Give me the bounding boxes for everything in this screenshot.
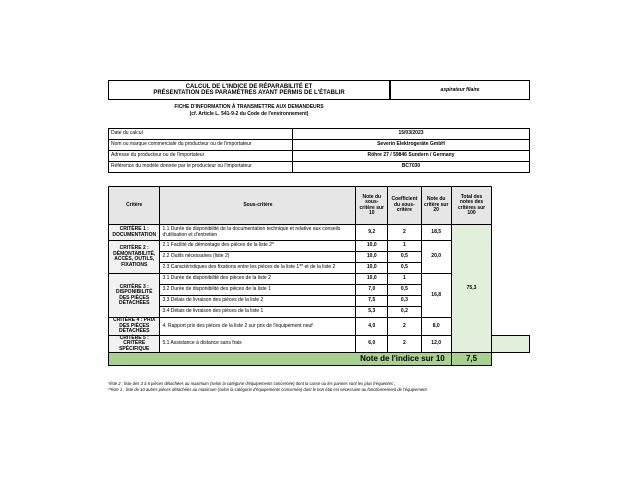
- final-label: Note de l'indice sur 10: [109, 353, 452, 366]
- sub-note: 9,2: [356, 225, 388, 241]
- sub-note: 10,0: [356, 241, 388, 252]
- final-row: [109, 353, 530, 366]
- sub-coef: 1: [388, 274, 421, 285]
- title-line-1: CALCUL DE L'INDICE DE RÉPARABILITÉ ET: [185, 84, 313, 90]
- info-label: Référence du modèle donnée par le producteur ou l'importateur: [109, 162, 293, 173]
- total-blank: [492, 335, 530, 353]
- sub-criterion: 5.1 Assistance à distance sans frais: [160, 335, 356, 353]
- criterion-1-note: 18,5: [421, 225, 451, 241]
- header-total: Total des notes des critères sur 100: [451, 187, 492, 225]
- info-row: [109, 162, 530, 173]
- sub-note: 7,5: [356, 296, 388, 307]
- footnotes: [108, 381, 548, 394]
- footnote-2: **liste 1 : liste de 10 autres pièces détachées au maximum (selon la catégorie d'équipements concernée) dont le bon état est nécessaire au fonctionnement de l'équipement.: [108, 387, 428, 393]
- info-value: Röhre 27 / 59846 Sundern / Germany: [293, 151, 530, 162]
- sub-criterion: 4. Rapport prix des pièces de la liste 2 sur prix de l'équipement neuf: [160, 318, 356, 336]
- criterion-3-note: 16,8: [421, 274, 451, 318]
- title-line-2: PRÉSENTATION DES PARAMÈTRES AYANT PERMIS DE L'ÉTABLIR: [153, 90, 345, 96]
- criterion-4-note: 8,0: [421, 318, 451, 336]
- info-row: [109, 129, 530, 140]
- info-row: [109, 151, 530, 162]
- table-row: [109, 225, 530, 241]
- sub-note: 10,0: [356, 263, 388, 274]
- info-value: BC7030: [293, 162, 530, 173]
- sub-criterion: 1.1 Durée de disponibilité de la documentation technique et relative aux conseils d'utilisation et d'entretien: [160, 225, 356, 241]
- header-critere: Critère: [109, 187, 160, 225]
- sub-coef: 0,2: [388, 307, 421, 318]
- total-100: 75,3: [451, 225, 492, 353]
- header-note-sous: Note du sous-critère sur 10: [356, 187, 388, 225]
- sub-criterion: 3.4 Délais de livraison des pièces de la liste 1: [160, 307, 356, 318]
- header-sous-critere: Sous-critère: [160, 187, 356, 225]
- criterion-1: CRITÈRE 1 : DOCUMENTATION: [109, 225, 160, 241]
- sub-note: 5,3: [356, 307, 388, 318]
- table-header-row: [109, 187, 530, 225]
- info-row: [109, 140, 530, 151]
- sub-header: [108, 104, 390, 118]
- sub-note: 4,0: [356, 318, 388, 336]
- sub-note: 6,0: [356, 335, 388, 353]
- info-label: Nom ou marque commerciale du producteur ou de l'importateur: [109, 140, 293, 151]
- sub-criterion: 3.3 Délais de livraison des pièces de la liste 2: [160, 296, 356, 307]
- sub-coef: 0,5: [388, 252, 421, 263]
- sub-criterion: 3.1 Durée de disponibilité des pièces de la liste 2: [160, 274, 356, 285]
- criterion-3: CRITÈRE 3 : DISPONIBILITÉ DES PIÈCES DÉTACHÉES: [109, 274, 160, 318]
- sub-coef: 2: [388, 335, 421, 353]
- footnote-1: *liste 2 : liste des 3 à 5 pièces détachées au maximum (selon la catégorie d'équipements concernée) dont la casse ou les pannes sont les plus fréquentes ;: [108, 381, 396, 386]
- sub-coef: 0,3: [388, 296, 421, 307]
- info-label: Date du calcul: [109, 129, 293, 140]
- sub-coef: 0,5: [388, 263, 421, 274]
- final-value: 7,5: [451, 353, 492, 366]
- criterion-5-note: 12,0: [421, 335, 451, 353]
- sub-coef: 2: [388, 318, 421, 336]
- document-title: [108, 80, 390, 100]
- sub-note: 10,0: [356, 252, 388, 263]
- sub-header-line-1: FICHE D'INFORMATION À TRANSMETTRE AUX DEMANDEURS: [174, 104, 324, 110]
- criterion-2-note: 20,0: [421, 241, 451, 274]
- sub-note: 10,0: [356, 274, 388, 285]
- sub-header-line-2: (cf. Article L. 541-9-2 du Code de l'environnement): [189, 111, 309, 117]
- sub-criterion: 2.3 Caractéristiques des fixations entre les pièces de la liste 1** et de la liste 2: [160, 263, 356, 274]
- criterion-5: CRITÈRE 5 : CRITÈRE SPÉCIFIQUE: [109, 335, 160, 353]
- sub-coef: 0,5: [388, 285, 421, 296]
- info-value: Severin Elektrogeräte GmbH: [293, 140, 530, 151]
- sub-criterion: 2.2 Outils nécessaires (liste 2): [160, 252, 356, 263]
- score-table: [108, 186, 530, 366]
- header-coef: Coefficient du sous-critère: [388, 187, 421, 225]
- info-value: 15/03/2023: [293, 129, 530, 140]
- header-note-critere: Note du critère sur 20: [421, 187, 451, 225]
- sub-criterion: 3.2 Durée de disponibilité des pièces de la liste 1: [160, 285, 356, 296]
- product-category: aspirateur filaire: [390, 80, 530, 100]
- info-label: Adresse du producteur ou de l'importateur: [109, 151, 293, 162]
- info-table: [108, 128, 530, 173]
- sub-coef: 2: [388, 225, 421, 241]
- criterion-4: CRITÈRE 4 : PRIX DES PIÈCES DÉTACHÉES: [109, 318, 160, 336]
- sub-criterion: 2.1 Facilité de démontage des pièces de la liste 2*: [160, 241, 356, 252]
- sub-note: 7,0: [356, 285, 388, 296]
- criterion-2: CRITÈRE 2 : DÉMONTABILITÉ, ACCÈS, OUTILS, FIXATIONS: [109, 241, 160, 274]
- sub-coef: 1: [388, 241, 421, 252]
